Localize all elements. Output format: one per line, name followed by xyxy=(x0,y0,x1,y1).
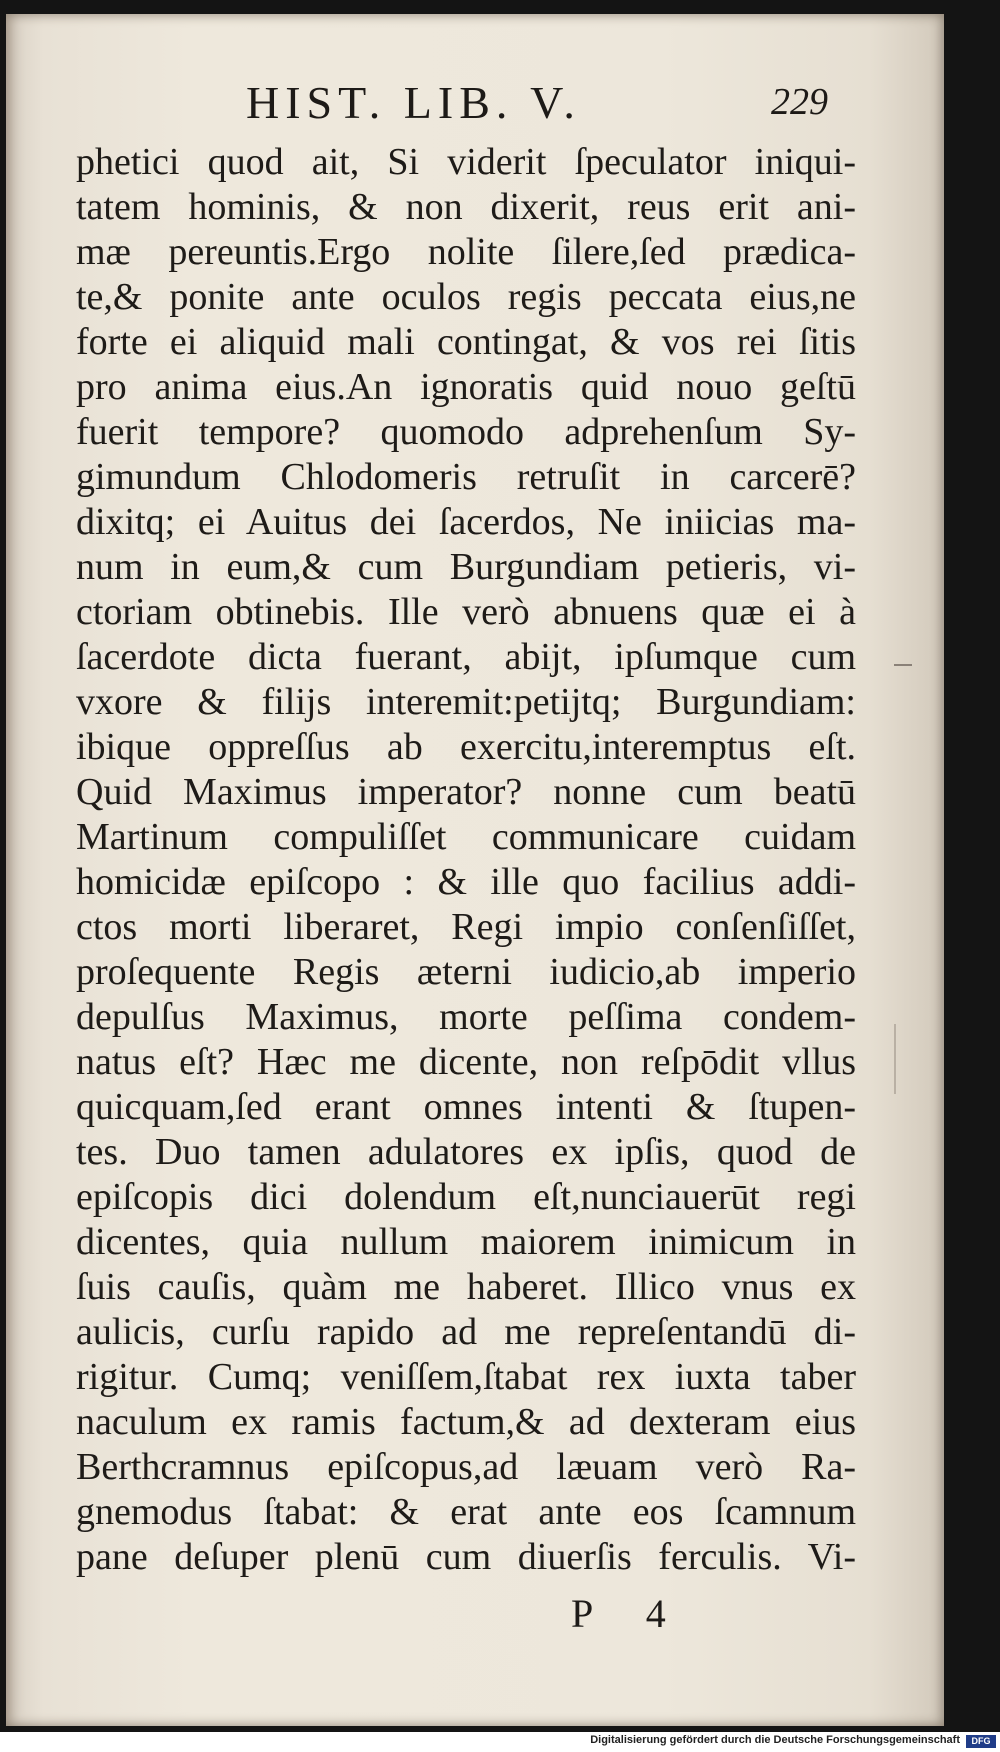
text-line: gnemodus ſtabat: & erat ante eos ſcamnum xyxy=(76,1491,856,1533)
text-line: pane deſuper plenū cum diuerſis ferculis. Vi- xyxy=(76,1536,856,1578)
margin-mark xyxy=(894,1024,896,1094)
book-page xyxy=(6,14,944,1726)
text-line: ſacerdote dicta fuerant, abijt, ipſumque cum xyxy=(76,636,856,678)
text-line: vxore & filijs interemit:petijtq; Burgundiam: xyxy=(76,681,856,723)
page-number: 229 xyxy=(771,81,828,123)
margin-mark xyxy=(894,664,912,666)
text-line: Berthcramnus epiſcopus,ad læuam verò Ra- xyxy=(76,1446,856,1488)
text-line: homicidæ epiſcopo : & ille quo facilius addi- xyxy=(76,861,856,903)
digitization-footer xyxy=(0,1732,1000,1752)
text-line: depulſus Maximus, morte peſſima condem- xyxy=(76,996,856,1038)
text-line: dixitq; ei Auitus dei ſacerdos, Ne iniicias ma- xyxy=(76,501,856,543)
text-line: mæ pereuntis.Ergo nolite ſilere,ſed prædica- xyxy=(76,231,856,273)
text-line: phetici quod ait, Si viderit ſpeculator iniqui- xyxy=(76,141,856,183)
text-line: tes. Duo tamen adulatores ex ipſis, quod de xyxy=(76,1131,856,1173)
text-line: ſuis cauſis, quàm me haberet. Illico vnus ex xyxy=(76,1266,856,1308)
text-line: naculum ex ramis factum,& ad dexteram eius xyxy=(76,1401,856,1443)
text-line: gimundum Chlodomeris retruſit in carcerē? xyxy=(76,456,856,498)
running-head: HIST. LIB. V. xyxy=(246,77,581,128)
text-line: tatem hominis, & non dixerit, reus erit ani- xyxy=(76,186,856,228)
text-line: proſequente Regis æterni iudicio,ab imperio xyxy=(76,951,856,993)
text-line: pro anima eius.An ignoratis quid nouo geſtū xyxy=(76,366,856,408)
text-line: num in eum,& cum Burgundiam petieris, vi- xyxy=(76,546,856,588)
text-line: fuerit tempore? quomodo adprehenſum Sy- xyxy=(76,411,856,453)
text-line: epiſcopis dici dolendum eſt,nunciauerūt regi xyxy=(76,1176,856,1218)
text-line: te,& ponite ante oculos regis peccata eius,ne xyxy=(76,276,856,318)
funding-credit: Digitalisierung gefördert durch die Deutsche Forschungsgemeinschaft xyxy=(590,1734,960,1746)
text-line: quicquam,ſed erant omnes intenti & ſtupen- xyxy=(76,1086,856,1128)
text-line: aulicis, curſu rapido ad me repreſentandū di- xyxy=(76,1311,856,1353)
text-line: ibique oppreſſus ab exercitu,interemptus eſt. xyxy=(76,726,856,768)
text-line: dicentes, quia nullum maiorem inimicum in xyxy=(76,1221,856,1263)
text-line: ctoriam obtinebis. Ille verò abnuens quæ ei à xyxy=(76,591,856,633)
signature-mark: P 4 xyxy=(571,1591,688,1636)
dfg-logo: DFG xyxy=(966,1735,996,1748)
body-text xyxy=(76,140,856,1580)
text-line: Quid Maximus imperator? nonne cum beatū xyxy=(76,771,856,813)
text-line: forte ei aliquid mali contingat, & vos rei ſitis xyxy=(76,321,856,363)
text-line: Martinum compuliſſet communicare cuidam xyxy=(76,816,856,858)
text-line: natus eſt? Hæc me dicente, non reſpōdit vllus xyxy=(76,1041,856,1083)
text-line: ctos morti liberaret, Regi impio conſenſiſſet, xyxy=(76,906,856,948)
page-header xyxy=(246,76,846,136)
text-line: rigitur. Cumq; veniſſem,ſtabat rex iuxta taber xyxy=(76,1356,856,1398)
